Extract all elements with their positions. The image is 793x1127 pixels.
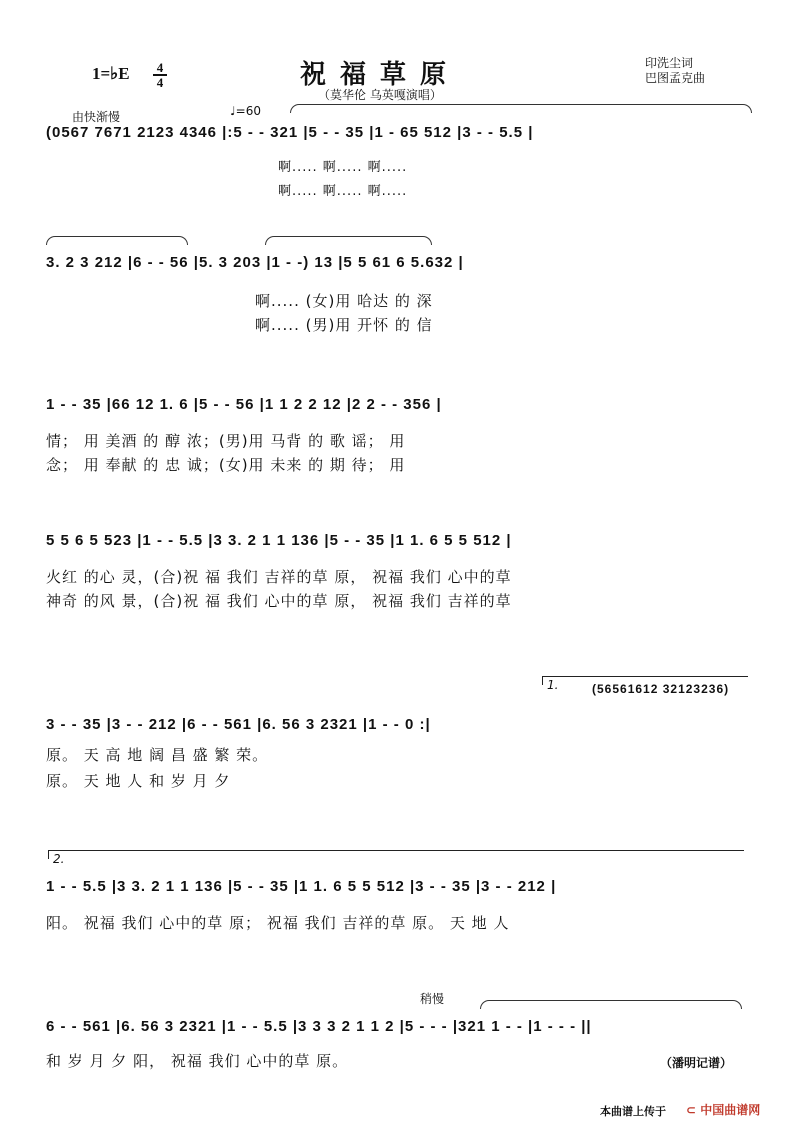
phrase-slur	[265, 236, 432, 245]
time-signature-bottom: 4	[156, 75, 164, 90]
lyrics-line-7a: 和 岁 月 夕 阳， 祝福 我们 心中的草 原。	[46, 1052, 349, 1070]
second-ending-bracket	[48, 850, 744, 859]
lyrics-line-3a: 情； 用 美酒 的 醇 浓；(男)用 马背 的 歌 谣； 用	[46, 432, 406, 450]
lyrics-line-2a: 啊..... (女)用 哈达 的 深	[255, 292, 433, 310]
upload-note: 本曲谱上传于	[600, 1105, 666, 1118]
composer-credit: 巴图孟克曲	[645, 71, 706, 85]
notation-line-7: 6 - - 561 |6. 56 3 2321 |1 - - 5.5 |3 3 3 2 1 1 2 |5 - - - |321 1 - - |1 - - - ||	[46, 1018, 592, 1035]
notation-line-5: 3 - - 35 |3 - - 212 |6 - - 561 |6. 56 3 2321 |1 - - 0 :|	[46, 716, 431, 733]
slow-down-annotation: 稍慢	[420, 992, 445, 1006]
ending-phrase: (56561612 32123236)	[592, 682, 730, 696]
second-ending-number: 2.	[53, 852, 65, 866]
notation-line-3: 1 - - 35 |66 12 1. 6 |5 - - 56 |1 1 2 2 12 |2 2 - - 356 |	[46, 396, 442, 413]
lyrics-line-4b: 神奇 的风 景，(合)祝 福 我们 心中的草 原， 祝福 我们 吉祥的草	[46, 592, 512, 610]
lyrics-line-2b: 啊..... (男)用 开怀 的 信	[255, 316, 433, 334]
first-ending-number: 1.	[547, 678, 559, 692]
time-signature-top: 4	[156, 60, 164, 75]
song-subtitle: （莫华伦 乌英嘎演唱）	[318, 88, 442, 102]
notation-line-1: (0567 7671 2123 4346 |:5 - - 321 |5 - - 35 |1 - 65 512 |3 - - 5.5 |	[46, 124, 534, 141]
lyrics-line-5a: 原。 天 高 地 阔 昌 盛 繁 荣。	[46, 746, 269, 764]
transcriber-credit: （潘明记谱）	[660, 1056, 733, 1070]
logo-icon: ⊂	[686, 1103, 697, 1117]
site-logo[interactable]	[686, 1101, 760, 1118]
lyrics-line-6a: 阳。 祝福 我们 心中的草 原； 祝福 我们 吉祥的草 原。 天 地 人	[46, 914, 510, 932]
tempo-mark: ♩=60	[230, 104, 261, 118]
lyricist-credit: 印洗尘词	[645, 56, 694, 70]
notation-line-4: 5 5 6 5 523 |1 - - 5.5 |3 3. 2 1 1 136 |5 - - 35 |1 1. 6 5 5 512 |	[46, 532, 512, 549]
notation-line-6: 1 - - 5.5 |3 3. 2 1 1 136 |5 - - 35 |1 1. 6 5 5 512 |3 - - 35 |3 - - 212 |	[46, 878, 557, 895]
notation-line-2: 3. 2 3 212 |6 - - 56 |5. 3 203 |1 - -) 13 |5 5 61 6 5.632 |	[46, 254, 464, 271]
time-signature	[153, 62, 167, 88]
lyrics-line-5b: 原。 天 地 人 和 岁 月 夕	[46, 772, 231, 790]
lyrics-line-1a: 啊..... 啊..... 啊.....	[278, 160, 408, 175]
phrase-slur	[480, 1000, 742, 1009]
lyrics-line-3b: 念； 用 奉献 的 忠 诚；(女)用 未来 的 期 待； 用	[46, 456, 406, 474]
tempo-change-annotation: 由快渐慢	[72, 110, 121, 124]
song-title: 祝福草原	[300, 60, 461, 90]
key-signature: 1=♭E	[92, 64, 130, 83]
lyrics-line-4a: 火红 的心 灵，(合)祝 福 我们 吉祥的草 原， 祝福 我们 心中的草	[46, 568, 512, 586]
phrase-slur	[46, 236, 188, 245]
site-logo-text: 中国曲谱网	[700, 1103, 761, 1117]
phrase-slur	[290, 104, 752, 113]
lyrics-line-1b: 啊..... 啊..... 啊.....	[278, 184, 408, 199]
